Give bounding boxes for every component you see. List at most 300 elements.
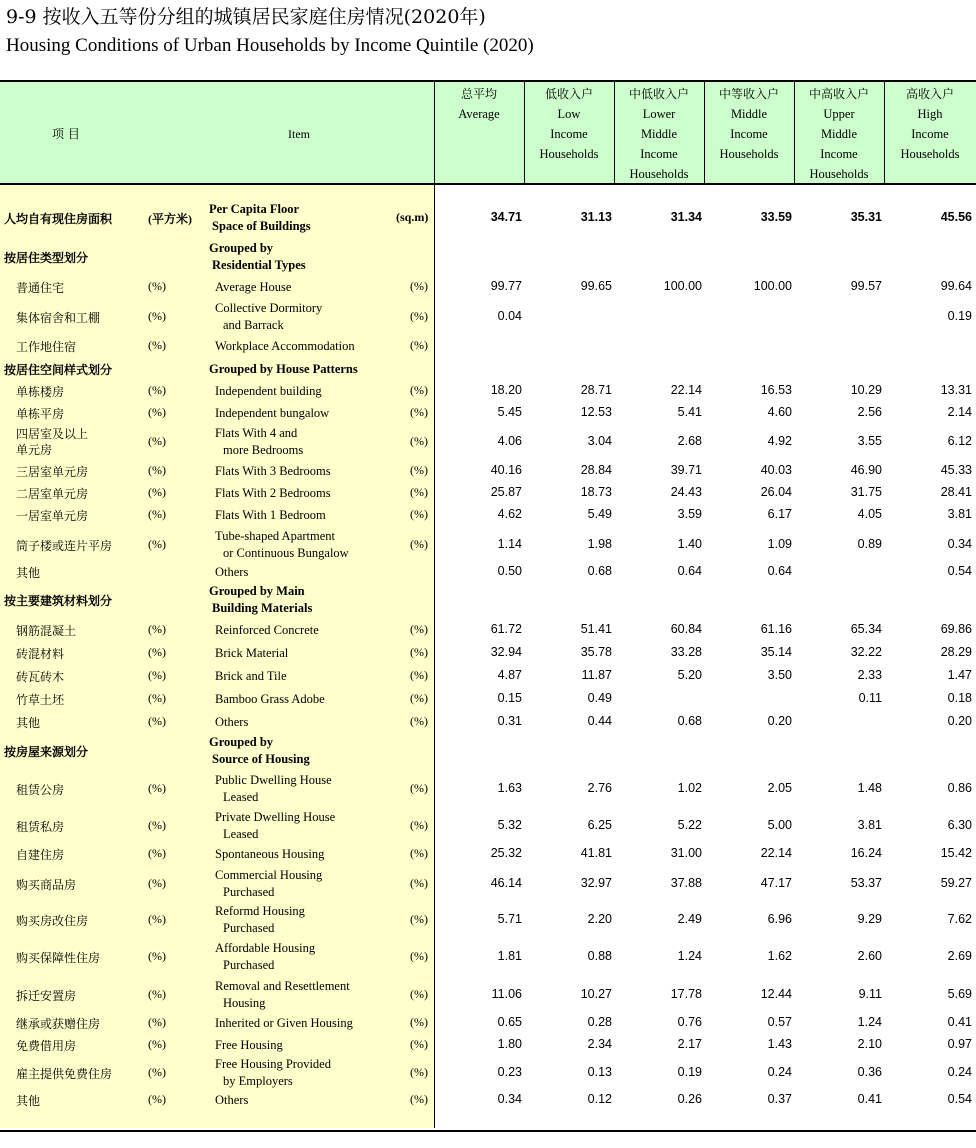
- cell-value: 10.29: [850, 383, 882, 397]
- cell-value: 10.27: [580, 987, 612, 1001]
- row-unit-cn: (%): [148, 622, 166, 636]
- header-column-en: Households: [629, 167, 689, 181]
- row-label-cn: 按房屋来源划分: [4, 745, 89, 759]
- cell-value: 0.68: [677, 714, 702, 728]
- row-unit-en: (%): [410, 818, 428, 832]
- header-column-en: Middle: [820, 127, 858, 141]
- cell-value: 0.41: [857, 1092, 882, 1106]
- row-label-en: Grouped by Source of Housing: [209, 735, 310, 766]
- header-column-4: [794, 82, 884, 183]
- row-unit-en: (%): [410, 434, 428, 448]
- row-unit-en: (%): [410, 485, 428, 499]
- row-unit-cn: (%): [148, 949, 166, 963]
- header-column-en: Income: [730, 127, 768, 141]
- cell-value: 1.98: [587, 537, 612, 551]
- cell-value: 24.43: [670, 485, 702, 499]
- cell-value: 11.06: [491, 987, 522, 1001]
- cell-value: 12.53: [580, 405, 612, 419]
- row-unit-cn: (%): [148, 383, 166, 397]
- cell-value: 0.36: [857, 1065, 882, 1079]
- cell-value: 0.24: [947, 1065, 972, 1079]
- header-column-en: High: [917, 107, 943, 121]
- header-column-en: Middle: [730, 107, 768, 121]
- row-unit-cn: (%): [148, 781, 166, 795]
- page-title-en: Housing Conditions of Urban Households by Income Quintile (2020): [6, 35, 534, 56]
- cell-value: 35.14: [760, 645, 792, 659]
- row-unit-en: (%): [410, 537, 428, 551]
- cell-value: 3.04: [587, 434, 612, 448]
- cell-value: 4.05: [857, 507, 882, 521]
- header-column-en: Income: [820, 147, 858, 161]
- row-label-cn: 购买房改住房: [16, 914, 89, 928]
- cell-value: 5.69: [947, 987, 972, 1001]
- cell-value: 22.14: [760, 846, 792, 860]
- cell-value: 100.00: [663, 279, 702, 293]
- cell-value: 40.03: [760, 463, 792, 477]
- row-label-en: Reinforced Concrete: [215, 622, 319, 637]
- cell-value: 0.76: [677, 1015, 702, 1029]
- cell-value: 2.69: [947, 949, 972, 963]
- row-unit-en: (%): [410, 714, 428, 728]
- row-label-en: Brick and Tile: [215, 668, 287, 683]
- cell-value: 0.88: [587, 949, 612, 963]
- cell-value: 0.86: [947, 781, 972, 795]
- cell-value: 1.62: [767, 949, 792, 963]
- cell-value: 0.54: [947, 564, 972, 578]
- row-unit-cn: (%): [148, 818, 166, 832]
- row-unit-cn: (%): [148, 309, 166, 323]
- row-label-cn: 人均自有现住房面积: [4, 212, 113, 226]
- header-item-cell: [0, 82, 434, 183]
- cell-value: 32.22: [850, 645, 882, 659]
- cell-value: 0.31: [497, 714, 522, 728]
- cell-value: 28.29: [940, 645, 972, 659]
- cell-value: 7.62: [947, 912, 972, 926]
- cell-value: 1.63: [497, 781, 522, 795]
- cell-value: 0.97: [947, 1037, 972, 1051]
- table-header: [0, 82, 976, 185]
- row-unit-en: (%): [410, 691, 428, 705]
- cell-value: 2.76: [587, 781, 612, 795]
- cell-value: 51.41: [580, 622, 612, 636]
- row-unit-en: (%): [410, 1037, 428, 1051]
- row-label-cn: 按居住空间样式划分: [4, 363, 113, 377]
- cell-value: 0.18: [947, 691, 972, 705]
- cell-value: 65.34: [850, 622, 882, 636]
- cell-value: 25.32: [490, 846, 522, 860]
- header-column-cn: 中等收入户: [718, 87, 779, 101]
- header-column-en: Low: [557, 107, 581, 121]
- row-label-cn: 一居室单元房: [16, 509, 89, 523]
- row-unit-en: (%): [410, 1065, 428, 1079]
- header-item-en: Item: [288, 127, 310, 141]
- row-label-en: Bamboo Grass Adobe: [215, 691, 325, 706]
- cell-value: 15.42: [940, 846, 972, 860]
- row-label-cn: 购买保障性住房: [16, 951, 101, 965]
- cell-value: 60.84: [670, 622, 702, 636]
- header-column-en: Households: [539, 147, 599, 161]
- cell-value: 31.75: [850, 485, 882, 499]
- row-unit-cn: (%): [148, 912, 166, 926]
- row-unit-en: (%): [410, 949, 428, 963]
- cell-value: 1.09: [767, 537, 792, 551]
- cell-value: 32.97: [580, 876, 612, 890]
- cell-value: 1.43: [767, 1037, 792, 1051]
- cell-value: 0.23: [497, 1065, 522, 1079]
- cell-value: 28.71: [580, 383, 612, 397]
- cell-value: 26.04: [760, 485, 792, 499]
- cell-value: 33.59: [760, 210, 792, 224]
- cell-value: 3.81: [947, 507, 972, 521]
- row-label-cn: 按主要建筑材料划分: [4, 594, 113, 608]
- cell-value: 0.20: [767, 714, 792, 728]
- row-label-cn: 其他: [16, 566, 41, 580]
- header-separator: [614, 82, 615, 183]
- cell-value: 5.00: [767, 818, 792, 832]
- cell-value: 28.84: [580, 463, 612, 477]
- row-unit-cn: (%): [148, 485, 166, 499]
- row-label-en: Grouped by Residential Types: [209, 241, 306, 272]
- row-label-en: Others: [215, 1092, 249, 1107]
- row-unit-en: (%): [410, 987, 428, 1001]
- cell-value: 6.96: [767, 912, 792, 926]
- cell-value: 1.24: [857, 1015, 882, 1029]
- cell-value: 99.64: [940, 279, 972, 293]
- header-column-en: Income: [550, 127, 588, 141]
- cell-value: 47.17: [760, 876, 792, 890]
- cell-value: 3.81: [857, 818, 882, 832]
- cell-value: 61.72: [490, 622, 522, 636]
- row-unit-cn: (%): [148, 1065, 166, 1079]
- cell-value: 0.49: [587, 691, 612, 705]
- row-unit-en: (%): [410, 338, 428, 352]
- row-unit-cn: (平方米): [148, 212, 192, 226]
- row-unit-cn: (%): [148, 507, 166, 521]
- row-label-cn: 租赁私房: [16, 820, 65, 834]
- cell-value: 1.47: [947, 668, 972, 682]
- cell-value: 5.41: [677, 405, 702, 419]
- cell-value: 59.27: [940, 876, 972, 890]
- cell-value: 17.78: [670, 987, 702, 1001]
- cell-value: 3.55: [857, 434, 882, 448]
- row-label-cn: 四居室及以上 单元房: [16, 427, 89, 457]
- row-unit-en: (%): [410, 781, 428, 795]
- cell-value: 0.50: [497, 564, 522, 578]
- cell-value: 0.12: [587, 1092, 612, 1106]
- cell-value: 100.00: [753, 279, 792, 293]
- cell-value: 9.29: [857, 912, 882, 926]
- row-label-cn: 租赁公房: [16, 783, 65, 797]
- header-separator: [434, 82, 435, 183]
- row-label-cn: 雇主提供免费住房: [16, 1067, 113, 1081]
- row-label-en: Affordable Housing Purchased: [215, 941, 316, 972]
- cell-value: 5.71: [497, 912, 522, 926]
- row-label-en: Independent building: [215, 383, 322, 398]
- row-unit-en: (%): [410, 912, 428, 926]
- cell-value: 2.20: [587, 912, 612, 926]
- row-label-en: Flats With 3 Bedrooms: [215, 463, 331, 478]
- row-unit-en: (%): [410, 668, 428, 682]
- row-label-en: Flats With 4 and more Bedrooms: [215, 426, 304, 457]
- row-label-cn: 其他: [16, 716, 41, 730]
- row-label-en: Public Dwelling House Leased: [215, 773, 332, 804]
- row-label-cn: 砖混材料: [16, 647, 65, 661]
- cell-value: 2.56: [857, 405, 882, 419]
- cell-value: 1.80: [497, 1037, 522, 1051]
- cell-value: 0.54: [947, 1092, 972, 1106]
- cell-value: 3.59: [677, 507, 702, 521]
- cell-value: 5.45: [497, 405, 522, 419]
- cell-value: 61.16: [760, 622, 792, 636]
- cell-value: 0.57: [767, 1015, 792, 1029]
- row-label-en: Collective Dormitory and Barrack: [215, 301, 323, 332]
- header-column-2: [614, 82, 704, 183]
- row-unit-cn: (%): [148, 405, 166, 419]
- header-separator: [794, 82, 795, 183]
- row-unit-en: (%): [410, 846, 428, 860]
- header-column-cn: 总平均: [460, 87, 497, 101]
- row-unit-en: (%): [410, 279, 428, 293]
- cell-value: 2.68: [677, 434, 702, 448]
- header-separator: [884, 82, 885, 183]
- cell-value: 1.02: [677, 781, 702, 795]
- cell-value: 9.11: [858, 987, 882, 1001]
- row-label-en: Tube-shaped Apartment or Continuous Bungalow: [215, 529, 349, 560]
- cell-value: 0.11: [858, 691, 882, 705]
- housing-table: [0, 80, 976, 1132]
- row-label-en: Removal and Resettlement Housing: [215, 979, 350, 1010]
- row-unit-en: (%): [410, 1015, 428, 1029]
- cell-value: 2.05: [767, 781, 792, 795]
- cell-value: 4.92: [767, 434, 792, 448]
- cell-value: 1.14: [497, 537, 522, 551]
- cell-value: 6.17: [767, 507, 792, 521]
- cell-value: 2.33: [857, 668, 882, 682]
- cell-value: 0.64: [767, 564, 792, 578]
- cell-value: 46.90: [850, 463, 882, 477]
- row-label-cn: 自建住房: [16, 848, 65, 862]
- cell-value: 33.28: [670, 645, 702, 659]
- cell-value: 2.34: [587, 1037, 612, 1051]
- row-unit-cn: (%): [148, 668, 166, 682]
- cell-value: 28.41: [940, 485, 972, 499]
- cell-value: 0.19: [677, 1065, 702, 1079]
- header-column-en: Upper: [823, 107, 855, 121]
- row-label-cn: 竹草土坯: [16, 693, 65, 707]
- row-unit-cn: (%): [148, 876, 166, 890]
- header-column-cn: 高收入户: [905, 87, 954, 101]
- header-column-cn: 中高收入户: [808, 87, 869, 101]
- row-unit-en: (%): [410, 645, 428, 659]
- cell-value: 4.06: [497, 434, 522, 448]
- row-label-en: Average House: [215, 279, 292, 294]
- row-unit-en: (%): [410, 876, 428, 890]
- cell-value: 99.65: [580, 279, 612, 293]
- header-column-cn: 低收入户: [544, 87, 593, 101]
- row-unit-cn: (%): [148, 1015, 166, 1029]
- cell-value: 69.86: [940, 622, 972, 636]
- cell-value: 0.34: [947, 537, 972, 551]
- cell-value: 18.20: [490, 383, 522, 397]
- cell-value: 46.14: [490, 876, 522, 890]
- row-label-cn: 筒子楼或连片平房: [16, 539, 113, 553]
- row-unit-cn: (%): [148, 1092, 166, 1106]
- cell-value: 45.33: [940, 463, 972, 477]
- row-unit-en: (%): [410, 405, 428, 419]
- cell-value: 45.56: [940, 210, 972, 224]
- cell-value: 4.62: [497, 507, 522, 521]
- cell-value: 0.41: [947, 1015, 972, 1029]
- cell-value: 2.17: [677, 1037, 702, 1051]
- row-unit-en: (%): [410, 463, 428, 477]
- row-label-cn: 按居住类型划分: [4, 251, 89, 265]
- row-label-en: Private Dwelling House Leased: [215, 810, 336, 841]
- cell-value: 0.68: [587, 564, 612, 578]
- cell-value: 4.60: [767, 405, 792, 419]
- page-title-cn: 9-9 按收入五等份分组的城镇居民家庭住房情况(2020年): [6, 6, 486, 28]
- row-unit-cn: (%): [148, 714, 166, 728]
- row-label-cn: 其他: [16, 1094, 41, 1108]
- row-label-cn: 拆迁安置房: [16, 989, 77, 1003]
- cell-value: 0.89: [857, 537, 882, 551]
- cell-value: 41.81: [580, 846, 612, 860]
- row-unit-cn: (%): [148, 987, 166, 1001]
- title-block: [6, 4, 534, 60]
- header-column-en: Households: [719, 147, 779, 161]
- row-unit-cn: (%): [148, 846, 166, 860]
- header-column-cn: 中低收入户: [628, 87, 689, 101]
- row-label-en: Independent bungalow: [215, 405, 330, 420]
- cell-value: 99.57: [850, 279, 882, 293]
- row-label-en: Others: [215, 564, 249, 579]
- cell-value: 0.34: [497, 1092, 522, 1106]
- cell-value: 0.26: [677, 1092, 702, 1106]
- cell-value: 22.14: [670, 383, 702, 397]
- cell-value: 12.44: [760, 987, 792, 1001]
- row-label-en: Brick Material: [215, 645, 289, 660]
- row-label-cn: 集体宿舍和工棚: [16, 311, 101, 325]
- row-label-en: Flats With 1 Bedroom: [215, 507, 326, 522]
- cell-value: 5.32: [497, 818, 522, 832]
- cell-value: 0.20: [947, 714, 972, 728]
- row-label-en: Commercial Housing Purchased: [215, 868, 323, 899]
- cell-value: 1.24: [677, 949, 702, 963]
- row-label-cn: 二居室单元房: [16, 487, 89, 501]
- cell-value: 0.44: [587, 714, 612, 728]
- row-label-cn: 工作地住宿: [16, 340, 77, 354]
- header-column-0: [434, 82, 524, 183]
- row-label-cn: 钢筋混凝土: [16, 624, 77, 638]
- header-separator: [524, 82, 525, 183]
- header-column-en: Income: [640, 147, 678, 161]
- cell-value: 2.14: [947, 405, 972, 419]
- cell-value: 6.30: [947, 818, 972, 832]
- header-column-en: Income: [911, 127, 949, 141]
- row-unit-cn: (%): [148, 434, 166, 448]
- row-unit-cn: (%): [148, 691, 166, 705]
- cell-value: 16.53: [760, 383, 792, 397]
- cell-value: 0.37: [767, 1092, 792, 1106]
- cell-value: 1.81: [497, 949, 522, 963]
- cell-value: 1.48: [857, 781, 882, 795]
- row-label-en: Inherited or Given Housing: [215, 1015, 353, 1030]
- cell-value: 0.04: [497, 309, 522, 323]
- header-column-en: Average: [458, 107, 500, 121]
- cell-value: 31.13: [580, 210, 612, 224]
- cell-value: 53.37: [850, 876, 882, 890]
- row-unit-en: (%): [410, 622, 428, 636]
- cell-value: 99.77: [490, 279, 522, 293]
- header-item-cn: 项 目: [52, 127, 80, 141]
- cell-value: 32.94: [490, 645, 522, 659]
- cell-value: 35.78: [580, 645, 612, 659]
- header-separator: [704, 82, 705, 183]
- row-label-cn: 砖瓦砖木: [16, 670, 65, 684]
- cell-value: 0.15: [497, 691, 522, 705]
- cell-value: 39.71: [670, 463, 702, 477]
- cell-value: 1.40: [677, 537, 702, 551]
- cell-value: 2.10: [857, 1037, 882, 1051]
- row-unit-en: (%): [410, 309, 428, 323]
- cell-value: 16.24: [850, 846, 882, 860]
- cell-value: 0.24: [767, 1065, 792, 1079]
- row-label-en: Others: [215, 714, 249, 729]
- cell-value: 0.13: [587, 1065, 612, 1079]
- row-label-en: Grouped by House Patterns: [209, 361, 358, 376]
- cell-value: 5.22: [677, 818, 702, 832]
- cell-value: 25.87: [490, 485, 522, 499]
- row-label-cn: 单栋楼房: [16, 385, 65, 399]
- cell-value: 0.65: [497, 1015, 522, 1029]
- header-column-en: Households: [809, 167, 869, 181]
- row-label-cn: 继承或获赠住房: [16, 1017, 101, 1031]
- row-label-en: Free Housing Provided by Employers: [215, 1057, 331, 1088]
- cell-value: 0.28: [587, 1015, 612, 1029]
- cell-value: 2.60: [857, 949, 882, 963]
- row-label-en: Free Housing: [215, 1037, 283, 1052]
- row-unit-en: (%): [410, 383, 428, 397]
- table-body: [0, 185, 976, 1128]
- row-label-en: Grouped by Main Building Materials: [209, 584, 313, 615]
- row-label-en: Per Capita Floor Space of Buildings: [209, 202, 311, 233]
- cell-value: 6.12: [947, 434, 972, 448]
- row-unit-cn: (%): [148, 1037, 166, 1051]
- row-label-en: Workplace Accommodation: [215, 338, 355, 353]
- row-unit-cn: (%): [148, 645, 166, 659]
- cell-value: 0.64: [677, 564, 702, 578]
- header-column-1: [524, 82, 614, 183]
- header-column-en: Middle: [640, 127, 678, 141]
- cell-value: 5.49: [587, 507, 612, 521]
- row-unit-en: (sq.m): [396, 210, 429, 224]
- cell-value: 2.49: [677, 912, 702, 926]
- row-label-cn: 购买商品房: [16, 878, 77, 892]
- row-label-en: Flats With 2 Bedrooms: [215, 485, 331, 500]
- cell-value: 31.34: [670, 210, 702, 224]
- header-column-en: Households: [900, 147, 960, 161]
- row-label-en: Spontaneous Housing: [215, 846, 325, 861]
- row-unit-cn: (%): [148, 537, 166, 551]
- row-unit-cn: (%): [148, 338, 166, 352]
- row-unit-cn: (%): [148, 463, 166, 477]
- cell-value: 3.50: [767, 668, 792, 682]
- row-label-cn: 免费借用房: [16, 1039, 77, 1053]
- row-label-cn: 三居室单元房: [16, 465, 89, 479]
- header-column-3: [704, 82, 794, 183]
- header-column-5: [884, 82, 976, 183]
- cell-value: 11.87: [581, 668, 612, 682]
- cell-value: 34.71: [490, 210, 522, 224]
